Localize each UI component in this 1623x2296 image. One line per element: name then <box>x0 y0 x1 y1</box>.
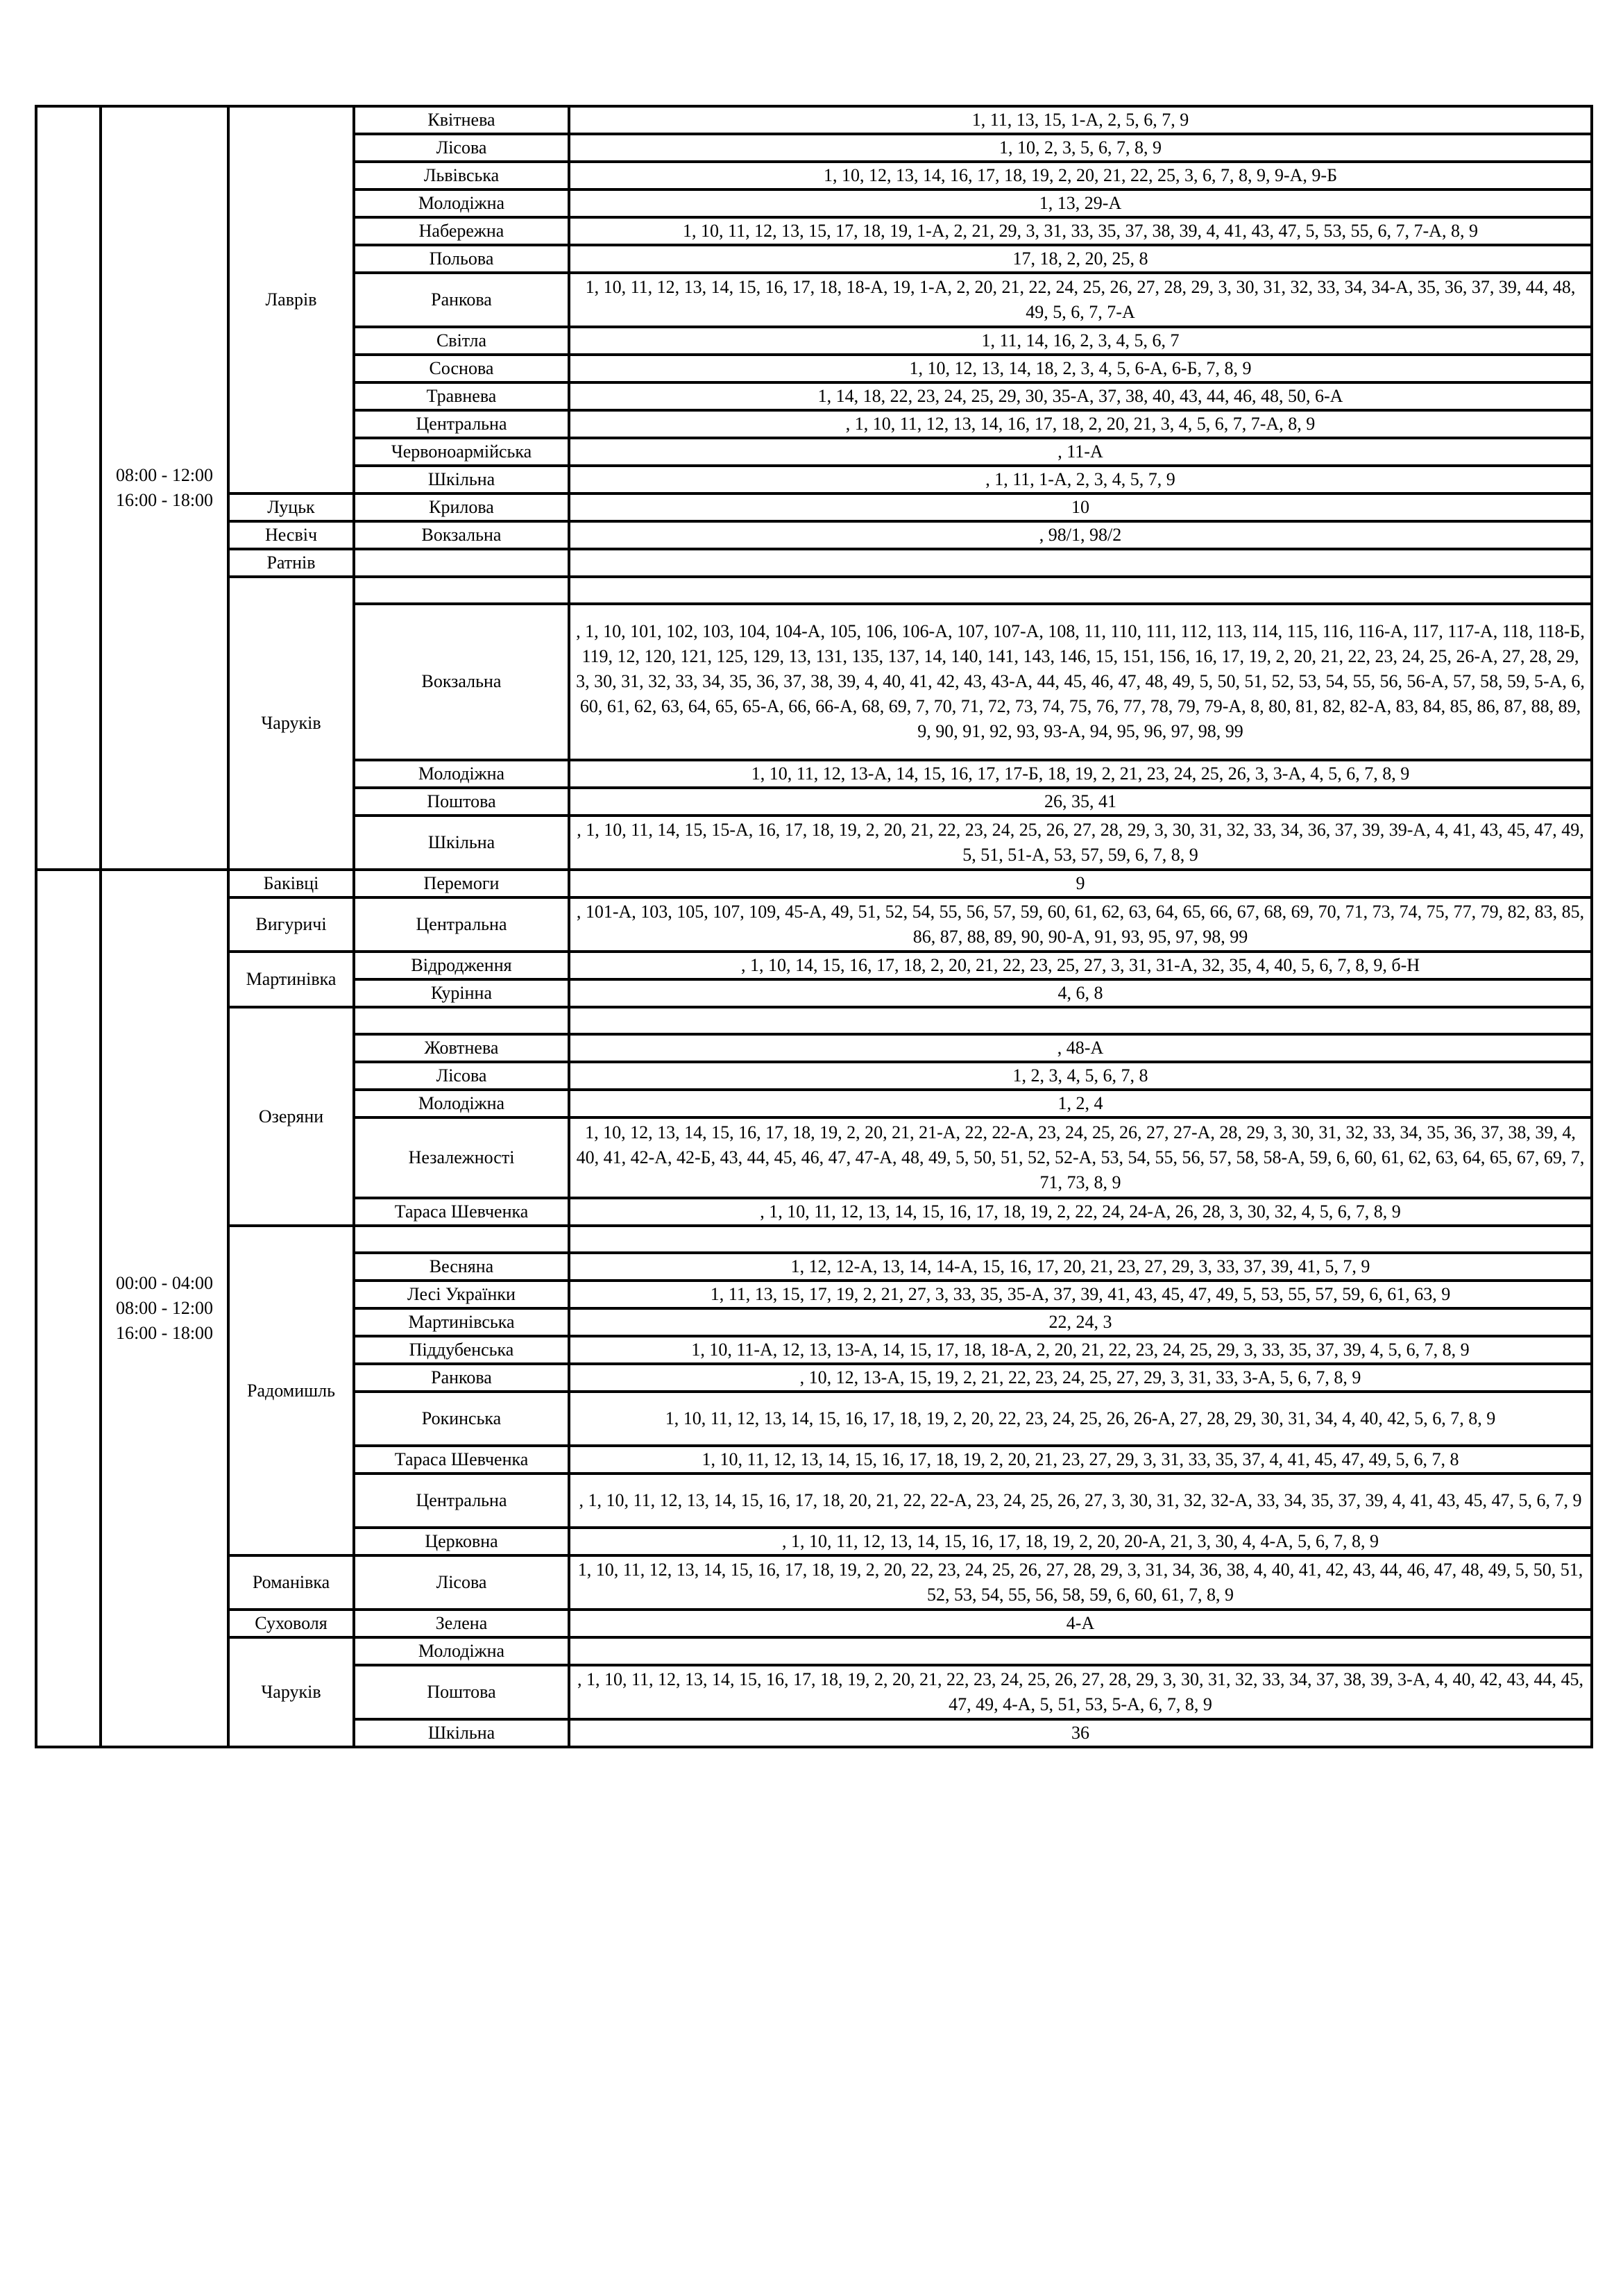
settlement-name: Романівка <box>228 1555 354 1610</box>
table-row <box>36 1637 1592 1665</box>
house-numbers: , 1, 10, 11, 12, 13, 14, 15, 16, 17, 18, 19, 2, 20, 21, 22, 23, 24, 25, 26, 27, 28, 29, 3, 30, 31, 32, 33, 34, 37, 38, 39, 3-А, 4, 40, 42, 43, 44, 45, 47, 49, 4-А, 5, 51, 53, 5-А, 6, 7, 8, 9 <box>569 1665 1592 1719</box>
table-row <box>36 1555 1592 1610</box>
table-row <box>36 577 1592 604</box>
street-name <box>354 577 569 604</box>
settlement-name: Луцьк <box>228 493 354 521</box>
house-numbers: , 101-А, 103, 105, 107, 109, 45-А, 49, 51, 52, 54, 55, 56, 57, 59, 60, 61, 62, 63, 64, 65, 66, 67, 68, 69, 70, 71, 73, 74, 75, 77, 79, 82, 83, 85, 86, 87, 88, 89, 90, 90-А, 91, 93, 95, 97, 98, 99 <box>569 897 1592 952</box>
house-numbers: , 1, 10, 14, 15, 16, 17, 18, 2, 20, 21, 22, 23, 25, 27, 3, 31, 31-А, 32, 35, 4, 40, 5, 6, 7, 8, 9, б-Н <box>569 952 1592 979</box>
settlement-name: Несвіч <box>228 521 354 549</box>
house-numbers: 36 <box>569 1719 1592 1747</box>
street-name: Піддубенська <box>354 1336 569 1364</box>
time-range: 00:00 - 04:00 <box>115 1272 214 1293</box>
house-numbers: , 98/1, 98/2 <box>569 521 1592 549</box>
house-numbers: , 11-А <box>569 438 1592 466</box>
table-row <box>36 106 1592 134</box>
house-numbers: 1, 11, 13, 15, 1-А, 2, 5, 6, 7, 9 <box>569 106 1592 134</box>
house-numbers: 26, 35, 41 <box>569 788 1592 816</box>
table-row <box>36 897 1592 952</box>
house-numbers: 1, 12, 12-А, 13, 14, 14-А, 15, 16, 17, 20, 21, 23, 27, 29, 3, 33, 37, 39, 41, 5, 7, 9 <box>569 1253 1592 1281</box>
street-name: Соснова <box>354 355 569 382</box>
settlement-name: Радомишль <box>228 1226 354 1555</box>
house-numbers: 10 <box>569 493 1592 521</box>
street-name: Львівська <box>354 162 569 189</box>
street-name: Світла <box>354 327 569 355</box>
house-numbers <box>569 577 1592 604</box>
house-numbers: , 1, 10, 101, 102, 103, 104, 104-А, 105, 106, 106-А, 107, 107-А, 108, 11, 110, 111, 112, 113, 114, 115, 116, 116-А, 117, 117-А, 118, 118-Б, 119, 12, 120, 121, 125, 129, 13, 131, 135, 137, 14, 140, 141, 143, 146, 15, 151, 156, 16, 17, 19, 2, 20, 21, 22, 23, 24, 25, 26-А, 27, 28, 29, 3, 30, 31, 32, 33, 34, 35, 36, 37, 38, 39, 4, 40, 41, 42, 43, 43-А, 44, 45, 46, 47, 48, 49, 5, 50, 51, 52, 53, 54, 55, 56, 56-А, 57, 58, 59, 5-А, 6, 60, 61, 62, 63, 64, 65, 65-А, 66, 66-А, 68, 69, 7, 70, 71, 72, 73, 74, 75, 76, 77, 78, 79, 79-А, 8, 80, 81, 82, 82-А, 83, 84, 85, 86, 87, 88, 89, 9, 90, 91, 92, 93, 93-А, 94, 95, 96, 97, 98, 99 <box>569 604 1592 761</box>
settlement-name: Баківці <box>228 870 354 897</box>
house-numbers: 17, 18, 2, 20, 25, 8 <box>569 245 1592 273</box>
house-numbers: 1, 10, 11-А, 12, 13, 13-А, 14, 15, 17, 18, 18-А, 2, 20, 21, 22, 23, 24, 25, 29, 3, 33, 35, 37, 39, 4, 5, 6, 7, 8, 9 <box>569 1336 1592 1364</box>
street-name: Шкільна <box>354 1719 569 1747</box>
time-range: 16:00 - 18:00 <box>115 1322 214 1343</box>
street-name: Лісова <box>354 134 569 162</box>
house-numbers: 1, 10, 12, 13, 14, 16, 17, 18, 19, 2, 20, 21, 22, 25, 3, 6, 7, 8, 9, 9-А, 9-Б <box>569 162 1592 189</box>
street-name: Центральна <box>354 897 569 952</box>
street-name: Лесі Українки <box>354 1281 569 1308</box>
settlement-name: Лаврів <box>228 106 354 493</box>
time-range: 16:00 - 18:00 <box>115 490 214 511</box>
table-row <box>36 1226 1592 1253</box>
street-name: Крилова <box>354 493 569 521</box>
street-name <box>354 1226 569 1253</box>
street-name: Весняна <box>354 1253 569 1281</box>
street-name: Травнева <box>354 382 569 410</box>
house-numbers: , 10, 12, 13-А, 15, 19, 2, 21, 22, 23, 24, 25, 27, 29, 3, 31, 33, 3-А, 5, 6, 7, 8, 9 <box>569 1364 1592 1392</box>
house-numbers: , 1, 10, 11, 12, 13, 14, 16, 17, 18, 2, 20, 21, 3, 4, 5, 6, 7, 7-А, 8, 9 <box>569 410 1592 438</box>
house-numbers: , 1, 11, 1-А, 2, 3, 4, 5, 7, 9 <box>569 466 1592 493</box>
street-name <box>354 549 569 577</box>
table-row <box>36 870 1592 897</box>
street-name: Перемоги <box>354 870 569 897</box>
street-name: Ранкова <box>354 1364 569 1392</box>
street-name: Молодіжна <box>354 1090 569 1117</box>
house-numbers <box>569 1007 1592 1034</box>
house-numbers: , 48-А <box>569 1034 1592 1062</box>
house-numbers: 4-А <box>569 1610 1592 1637</box>
street-name: Шкільна <box>354 466 569 493</box>
street-name: Вокзальна <box>354 521 569 549</box>
house-numbers: 1, 10, 12, 13, 14, 15, 16, 17, 18, 19, 2, 20, 21, 21-А, 22, 22-А, 23, 24, 25, 26, 27, 27-А, 28, 29, 3, 30, 31, 32, 33, 34, 35, 36, 37, 38, 39, 4, 40, 41, 42-А, 42-Б, 43, 44, 45, 46, 47, 47-А, 48, 49, 5, 50, 51, 52, 52-А, 53, 54, 55, 56, 57, 58, 58-А, 59, 6, 60, 61, 62, 63, 64, 65, 67, 69, 7, 71, 73, 8, 9 <box>569 1117 1592 1199</box>
street-name: Поштова <box>354 1665 569 1719</box>
street-name: Рокинська <box>354 1392 569 1446</box>
house-numbers: , 1, 10, 11, 14, 15, 15-А, 16, 17, 18, 19, 2, 20, 21, 22, 23, 24, 25, 26, 27, 28, 29, 3, 30, 31, 32, 33, 34, 36, 37, 39, 39-А, 4, 41, 43, 45, 47, 49, 5, 51, 51-А, 53, 57, 59, 6, 7, 8, 9 <box>569 816 1592 870</box>
settlement-name: Чаруків <box>228 1637 354 1747</box>
house-numbers: , 1, 10, 11, 12, 13, 14, 15, 16, 17, 18, 19, 2, 20, 20-А, 21, 3, 30, 4, 4-А, 5, 6, 7, 8, 9 <box>569 1528 1592 1555</box>
street-name: Курінна <box>354 979 569 1007</box>
house-numbers: 1, 10, 11, 12, 13, 15, 17, 18, 19, 1-А, 2, 21, 29, 3, 31, 33, 35, 37, 38, 39, 4, 41, 43, 47, 5, 53, 55, 6, 7, 7-А, 8, 9 <box>569 217 1592 245</box>
street-name <box>354 1007 569 1034</box>
street-name: Поштова <box>354 788 569 816</box>
street-name: Набережна <box>354 217 569 245</box>
house-numbers: 1, 2, 4 <box>569 1090 1592 1117</box>
house-numbers: 1, 10, 11, 12, 13-А, 14, 15, 16, 17, 17-Б, 18, 19, 2, 21, 23, 24, 25, 26, 3, 3-А, 4, 5, 6, 7, 8, 9 <box>569 760 1592 788</box>
settlement-name: Суховоля <box>228 1610 354 1637</box>
settlement-name: Вигуричі <box>228 897 354 952</box>
street-name: Червоноармійська <box>354 438 569 466</box>
house-numbers: 1, 10, 12, 13, 14, 18, 2, 3, 4, 5, 6-А, 6-Б, 7, 8, 9 <box>569 355 1592 382</box>
house-numbers: 22, 24, 3 <box>569 1308 1592 1336</box>
house-numbers: 1, 2, 3, 4, 5, 6, 7, 8 <box>569 1062 1592 1090</box>
street-name: Незалежності <box>354 1117 569 1199</box>
street-name: Центральна <box>354 1474 569 1528</box>
street-name: Мартинівська <box>354 1308 569 1336</box>
outage-schedule-table <box>35 105 1593 1748</box>
time-range: 08:00 - 12:00 <box>115 1297 214 1318</box>
house-numbers: 1, 11, 14, 16, 2, 3, 4, 5, 6, 7 <box>569 327 1592 355</box>
table-row <box>36 952 1592 979</box>
house-numbers: 1, 10, 11, 12, 13, 14, 15, 16, 17, 18, 19, 2, 20, 21, 23, 27, 29, 3, 31, 33, 35, 37, 4, 41, 45, 47, 49, 5, 6, 7, 8 <box>569 1446 1592 1474</box>
street-name: Вокзальна <box>354 604 569 761</box>
street-name: Лісова <box>354 1062 569 1090</box>
settlement-name: Озеряни <box>228 1007 354 1226</box>
street-name: Церковна <box>354 1528 569 1555</box>
settlement-name: Ратнів <box>228 549 354 577</box>
street-name: Ранкова <box>354 273 569 327</box>
table-body <box>36 106 1592 1747</box>
house-numbers: 9 <box>569 870 1592 897</box>
street-name: Центральна <box>354 410 569 438</box>
table-row <box>36 1610 1592 1637</box>
hours-cell <box>101 870 228 1746</box>
street-name: Квітнева <box>354 106 569 134</box>
table-row <box>36 521 1592 549</box>
hours-cell <box>101 106 228 870</box>
queue-cell <box>36 870 101 1746</box>
table-row <box>36 549 1592 577</box>
street-name: Тараса Шевченка <box>354 1446 569 1474</box>
house-numbers: , 1, 10, 11, 12, 13, 14, 15, 16, 17, 18, 19, 2, 22, 24, 24-А, 26, 28, 3, 30, 32, 4, 5, 6, 7, 8, 9 <box>569 1198 1592 1226</box>
settlement-name: Чаруків <box>228 577 354 870</box>
street-name: Польова <box>354 245 569 273</box>
time-range: 08:00 - 12:00 <box>115 465 214 486</box>
street-name: Жовтнева <box>354 1034 569 1062</box>
house-numbers <box>569 1637 1592 1665</box>
street-name: Відродження <box>354 952 569 979</box>
house-numbers: 1, 10, 11, 12, 13, 14, 15, 16, 17, 18, 19, 2, 20, 22, 23, 24, 25, 26, 27, 28, 29, 3, 31, 34, 36, 38, 4, 40, 41, 42, 43, 44, 46, 47, 48, 49, 5, 50, 51, 52, 53, 54, 55, 56, 58, 59, 6, 60, 61, 7, 8, 9 <box>569 1555 1592 1610</box>
street-name: Зелена <box>354 1610 569 1637</box>
house-numbers: 1, 13, 29-А <box>569 189 1592 217</box>
house-numbers: 4, 6, 8 <box>569 979 1592 1007</box>
house-numbers: 1, 11, 13, 15, 17, 19, 2, 21, 27, 3, 33, 35, 35-А, 37, 39, 41, 43, 45, 47, 49, 5, 53, 55, 57, 59, 6, 61, 63, 9 <box>569 1281 1592 1308</box>
table-row <box>36 493 1592 521</box>
settlement-name: Мартинівка <box>228 952 354 1007</box>
house-numbers: 1, 10, 11, 12, 13, 14, 15, 16, 17, 18, 18-А, 19, 1-А, 2, 20, 21, 22, 24, 25, 26, 27, 28, 29, 3, 30, 31, 32, 33, 34, 34-А, 35, 36, 37, 39, 44, 48, 49, 5, 6, 7, 7-А <box>569 273 1592 327</box>
queue-cell <box>36 106 101 870</box>
street-name: Молодіжна <box>354 1637 569 1665</box>
house-numbers <box>569 549 1592 577</box>
house-numbers: , 1, 10, 11, 12, 13, 14, 15, 16, 17, 18, 20, 21, 22, 22-А, 23, 24, 25, 26, 27, 3, 30, 31, 32, 32-А, 33, 34, 35, 37, 39, 4, 41, 43, 45, 47, 5, 6, 7, 9 <box>569 1474 1592 1528</box>
house-numbers: 1, 14, 18, 22, 23, 24, 25, 29, 30, 35-А, 37, 38, 40, 43, 44, 46, 48, 50, 6-А <box>569 382 1592 410</box>
street-name: Тараса Шевченка <box>354 1198 569 1226</box>
table-row <box>36 1007 1592 1034</box>
street-name: Молодіжна <box>354 760 569 788</box>
house-numbers <box>569 1226 1592 1253</box>
street-name: Лісова <box>354 1555 569 1610</box>
street-name: Шкільна <box>354 816 569 870</box>
house-numbers: 1, 10, 11, 12, 13, 14, 15, 16, 17, 18, 19, 2, 20, 22, 23, 24, 25, 26, 26-А, 27, 28, 29, 30, 31, 34, 4, 40, 42, 5, 6, 7, 8, 9 <box>569 1392 1592 1446</box>
street-name: Молодіжна <box>354 189 569 217</box>
house-numbers: 1, 10, 2, 3, 5, 6, 7, 8, 9 <box>569 134 1592 162</box>
